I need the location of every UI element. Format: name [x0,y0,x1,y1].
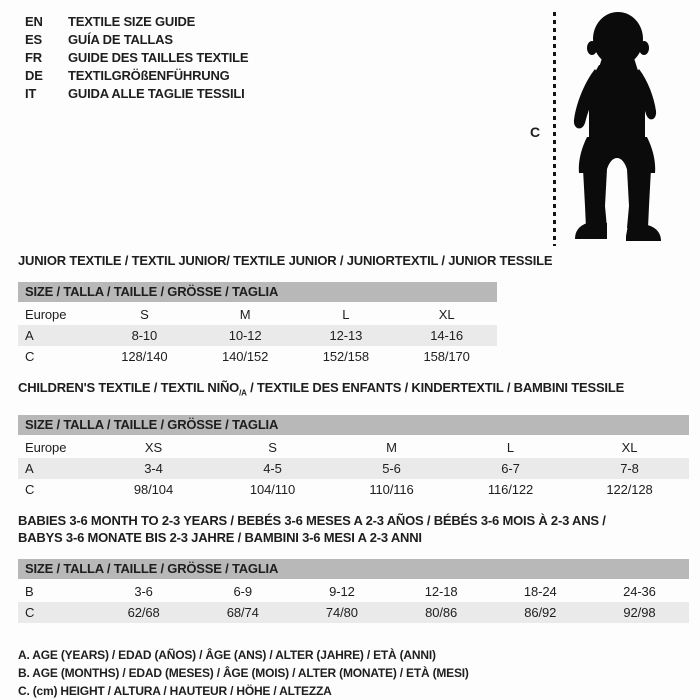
footnote-line: A. AGE (YEARS) / EDAD (AÑOS) / ÂGE (ANS) / ALTER (JAHRE) / ETÀ (ANNI) [18,647,436,662]
size-table-junior [18,282,497,367]
table-cell: 14-16 [430,328,463,343]
table-cell: 62/68 [127,604,160,620]
table-row [18,304,497,325]
table-cell: XL [438,307,455,322]
table-cell: M [239,307,251,322]
table-cell: 158/170 [423,349,470,364]
table-cell: 4-5 [263,460,282,476]
table-title-junior: JUNIOR TEXTILE / TEXTIL JUNIOR/ TEXTILE JUNIOR / JUNIORTEXTIL / JUNIOR TESSILE [18,253,553,268]
size-table-section-babies [18,512,689,623]
table-cell: 128/140 [121,349,168,364]
table-cell: L [506,439,515,455]
size-table-children [18,415,689,500]
row-label: B [25,583,34,599]
table-cell: 74/80 [325,604,358,620]
language-row [25,85,248,103]
size-table-babies [18,559,689,623]
language-row [25,13,248,31]
table-cell: 122/128 [606,481,653,497]
table-cell: S [268,439,277,455]
row-label: A [25,328,34,343]
toddler-silhouette-icon [565,10,677,250]
language-label: GUIDA ALLE TAGLIE TESSILI [68,86,245,101]
measure-c-label: C [530,124,541,140]
table-row [18,325,497,346]
row-label: C [25,604,35,620]
language-label: GUIDE DES TAILLES TEXTILE [68,50,249,65]
table-cell: 104/110 [249,481,296,497]
table-row [18,346,497,367]
language-label: GUÍA DE TALLAS [68,32,173,47]
language-code: EN [25,14,43,29]
row-label: C [25,349,35,364]
table-row [18,437,689,458]
table-cell: 7-8 [620,460,639,476]
table-cell: 12-13 [329,328,363,343]
table-cell: M [386,439,397,455]
table-cell: 9-12 [329,583,355,599]
table-cell: 92/98 [623,604,656,620]
language-row [25,49,248,67]
table-cell: 68/74 [226,604,259,620]
language-row [25,67,248,85]
footnote-line: C. (cm) HEIGHT / ALTURA / HAUTEUR / HÖHE / ALTEZZA [18,683,332,698]
language-label: TEXTILE SIZE GUIDE [68,14,196,29]
table-cell: L [342,307,350,322]
table-cell: 24-36 [623,583,656,599]
table-cell: 10-12 [228,328,262,343]
language-code: DE [25,68,43,83]
language-code: FR [25,50,42,65]
table-cell: 80/86 [425,604,458,620]
table-cell: 98/104 [133,481,174,497]
language-code: ES [25,32,42,47]
language-list [25,13,248,103]
table-cell: 18-24 [523,583,557,599]
footnote-line: B. AGE (MONTHS) / EDAD (MESES) / ÂGE (MOIS) / ALTER (MONATE) / ETÀ (MESI) [18,665,469,680]
table-cell: 140/152 [221,349,269,364]
table-cell: 8-10 [131,328,158,343]
table-title-children: CHILDREN'S TEXTILE / TEXTIL $NIÑO_{/A}$ / TEXTILE DES ENFANTS / KINDERTEXTIL / BAMBINI TESSILE [18,380,625,398]
table-cell: 5-6 [382,460,401,476]
table-cell: XS [144,439,163,455]
table-cell: S [140,307,149,322]
size-table-section-junior [18,252,689,367]
table-cell: XL [621,439,638,455]
table-title-babies: BABIES 3-6 MONTH TO 2-3 YEARS / BEBÉS 3-6 MESES A 2-3 AÑOS / BÉBÉS 3-6 MOIS À 2-3 ANS / BABYS 3-6 MONATE BIS 2-3 JAHRE / BAMBINI 3-6 MESI A 2-3 ANNI [18,512,606,545]
size-table-section-children [18,379,689,500]
size-header-bar: SIZE / TALLA / TAILLE / GRÖSSE / TAGLIA [18,415,689,435]
size-header-bar: SIZE / TALLA / TAILLE / GRÖSSE / TAGLIA [18,559,689,579]
table-cell: 6-7 [501,460,520,476]
row-label: Europe [25,439,67,455]
row-label: A [25,460,34,476]
table-cell: 110/116 [369,481,414,497]
height-dotted-line [553,12,556,246]
tables-area [18,252,689,700]
table-cell: 3-6 [134,583,153,599]
table-cell: 6-9 [233,583,252,599]
size-header-bar: SIZE / TALLA / TAILLE / GRÖSSE / TAGLIA [18,282,497,302]
table-row [18,602,689,623]
row-label: Europe [25,307,67,322]
table-row [18,581,689,602]
footnotes [18,646,689,700]
table-cell: 3-4 [144,460,163,476]
table-cell: 152/158 [322,349,370,364]
table-row [18,458,689,479]
language-code: IT [25,86,37,101]
table-cell: 86/92 [524,604,557,620]
table-row [18,479,689,500]
table-cell: 12-18 [424,583,458,599]
language-label: TEXTILGRÖßENFÜHRUNG [68,68,230,83]
height-measure-figure [520,8,690,252]
language-row [25,31,248,49]
table-cell: 116/122 [487,481,534,497]
row-label: C [25,481,35,497]
